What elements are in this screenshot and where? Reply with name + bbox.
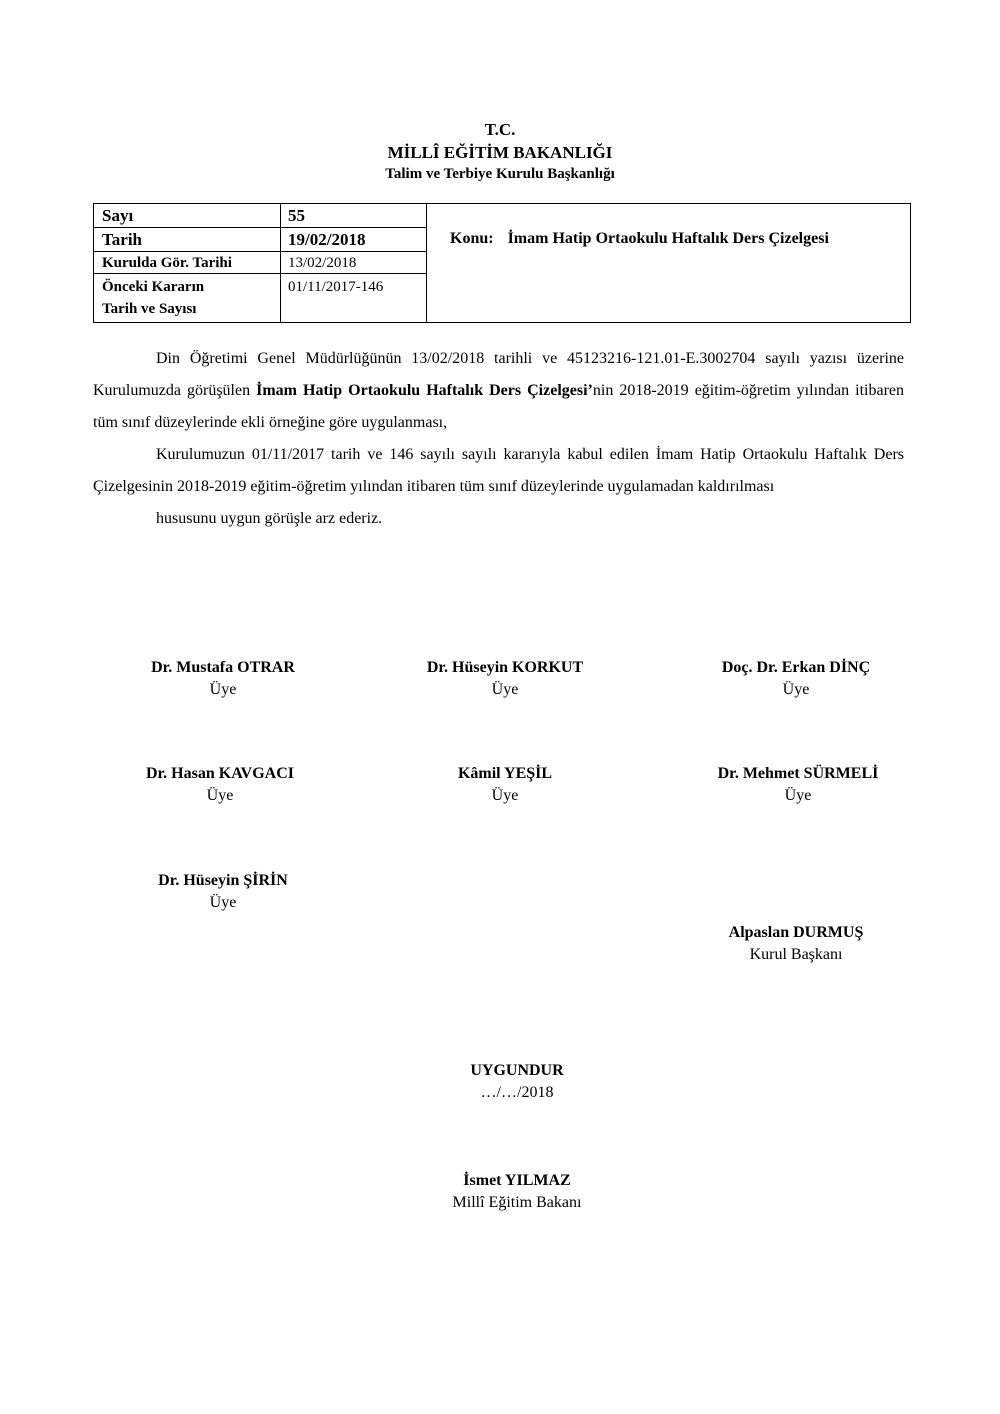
konu-label: Konu: — [450, 230, 494, 247]
onceki-label — [94, 274, 281, 322]
header-ministry: MİLLÎ EĞİTİM BAKANLIĞI — [387, 143, 613, 162]
onceki-value: 01/11/2017-146 — [288, 279, 384, 295]
meta-row-kurulda — [94, 252, 426, 274]
paragraph-1-bold: İmam Hatip Ortaokulu Haftalık Ders Çizelgesi’ — [256, 382, 593, 399]
konu — [450, 228, 829, 250]
paragraph-1-a: Din Öğretimi Genel Müdürlüğünün 13/02/2018 tarihli ve 45123216-121.01-E.3002704 sayılı yazısı üzerine Kurulumuzda görüşülen — [93, 350, 904, 399]
onceki-label-line2: Tarih ve Sayısı — [102, 301, 197, 317]
document-body — [93, 343, 904, 535]
konu-value: İmam Hatip Ortaokulu Haftalık Ders Çizelgesi — [507, 230, 829, 247]
approval-block — [367, 1060, 667, 1104]
signature-4-role: Üye — [206, 787, 234, 804]
signature-6-name: Dr. Mehmet SÜRMELİ — [717, 765, 879, 782]
onceki-label-line1: Önceki Kararın — [102, 279, 205, 295]
signature-1-role: Üye — [209, 681, 237, 698]
paragraph-1 — [93, 343, 904, 439]
approval-date: …/…/2018 — [480, 1084, 554, 1101]
signature-6 — [648, 763, 948, 807]
paragraph-1-b: nin 2018-2019 eğitim-öğretim yılından itibaren tüm sınıf düzeylerinde ekli örneğine göre uygulanması, — [93, 382, 905, 431]
signature-chair-role: Kurul Başkanı — [749, 946, 843, 963]
minister-name: İsmet YILMAZ — [463, 1172, 571, 1189]
minister-role: Millî Eğitim Bakanı — [452, 1194, 582, 1211]
signature-2-role: Üye — [491, 681, 519, 698]
signature-7-name: Dr. Hüseyin ŞİRİN — [158, 872, 288, 889]
meta-row-tarih — [94, 228, 426, 252]
signature-chair — [646, 922, 946, 966]
paragraph-2: Kurulumuzun 01/11/2017 tarih ve 146 sayılı sayılı kararıyla kabul edilen İmam Hatip Ortaokulu Haftalık Ders Çizelgesinin 2018-2019 eğitim-öğretim yılından itibaren tüm sınıf düzeylerinde uygulamadan kaldırılması — [93, 446, 904, 495]
meta-left-block — [94, 204, 427, 322]
signature-6-role: Üye — [784, 787, 812, 804]
tarih-label: Tarih — [94, 228, 281, 251]
kurulda-value: 13/02/2018 — [288, 255, 357, 271]
signature-7-role: Üye — [209, 894, 237, 911]
signature-5 — [355, 763, 655, 807]
minister-signature — [367, 1170, 667, 1214]
signature-4 — [70, 763, 370, 807]
signature-3-role: Üye — [782, 681, 810, 698]
signature-chair-name: Alpaslan DURMUŞ — [728, 924, 864, 941]
sayi-value: 55 — [288, 206, 305, 225]
signature-3-name: Doç. Dr. Erkan DİNÇ — [721, 659, 871, 676]
signature-3 — [646, 657, 946, 701]
meta-table — [93, 203, 911, 323]
signature-2-name: Dr. Hüseyin KORKUT — [426, 659, 584, 676]
meta-row-sayi — [94, 204, 426, 228]
signature-4-name: Dr. Hasan KAVGACI — [145, 765, 295, 782]
sayi-label: Sayı — [94, 204, 281, 227]
signature-5-role: Üye — [491, 787, 519, 804]
tarih-value: 19/02/2018 — [288, 230, 366, 249]
header-tc: T.C. — [484, 120, 516, 139]
kurulda-label: Kurulda Gör. Tarihi — [94, 252, 281, 273]
signature-7 — [73, 870, 373, 914]
signature-1 — [73, 657, 373, 701]
meta-row-onceki — [94, 274, 426, 322]
approval-title: UYGUNDUR — [470, 1062, 564, 1079]
signature-5-name: Kâmil YEŞİL — [457, 765, 553, 782]
signature-1-name: Dr. Mustafa OTRAR — [151, 659, 295, 676]
paragraph-3: hususunu uygun görüşle arz ederiz. — [156, 510, 383, 527]
header-board: Talim ve Terbiye Kurulu Başkanlığı — [385, 166, 615, 182]
signature-2 — [355, 657, 655, 701]
